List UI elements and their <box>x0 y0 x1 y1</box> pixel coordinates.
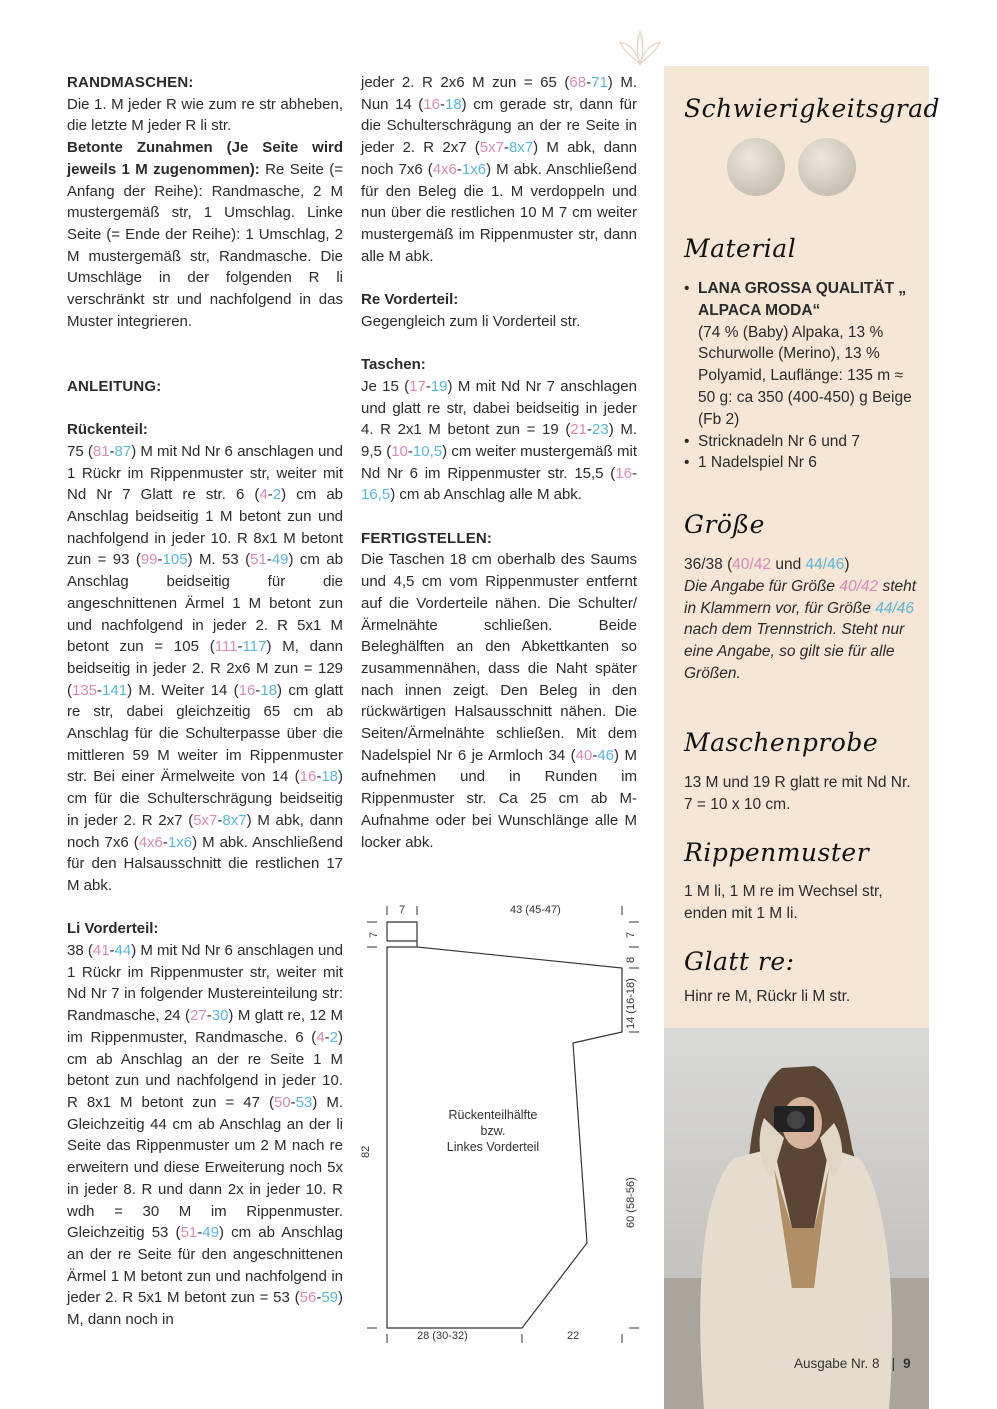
text-run: - <box>237 638 243 656</box>
column-middle <box>361 72 637 853</box>
size-value-large: 2 <box>329 1028 338 1046</box>
text-run: - <box>109 942 115 960</box>
text-run: ) M mit Nd Nr 7 anschlagen und glatt re str, dabei beidseitig in jeder 4. R 2x1 M betont zun = 19 ( <box>361 377 637 439</box>
column-left <box>67 72 343 1331</box>
zunahmen-text: Re Seite (= Anfang der Reihe): Randmasche, 2 M mustergemäß str, 1 Umschlag. Linke Seite (= Ende der Reihe): 1 Umschlag, 2 M mustergemäß str, Randmasche. Die Umschläge in der folgenden R li verschränkt str und nachfolgend in das Muster integrieren. <box>67 160 344 330</box>
size-value-mid: 21 <box>570 421 588 439</box>
text-run: ) M. 9,5 ( <box>361 421 637 460</box>
material-heading: Material <box>684 234 797 263</box>
rueckenteil-text <box>67 441 343 897</box>
material-item-needles: • Stricknadeln Nr 6 und 7 <box>684 431 920 453</box>
text-run: - <box>162 833 168 851</box>
text-run: - <box>267 486 273 504</box>
size-value-large: 105 <box>162 551 188 569</box>
text-run: ) cm für die Schulterschrägung beidseitig in jeder 2. R 2x7 ( <box>67 768 343 829</box>
text-run: ) M abk. Anschließend für den Halsausschnitt die restlichen 17 M abk. <box>67 833 344 894</box>
size-and: und <box>771 556 806 573</box>
info-sidebar <box>664 66 941 1028</box>
text-run: ) cm ab Anschlag beidseitig für die angeschnittenen Ärmel 1 M betont zun und nachfolgend in jeder 2. R 5x1 M betont zun = 105 ( <box>67 551 343 656</box>
size-value-large: 18 <box>321 768 338 786</box>
taschen-heading: Taschen: <box>361 356 426 374</box>
size-value-large: 8x7 <box>222 811 247 829</box>
size-value-mid: 4x6 <box>432 160 457 178</box>
glatt-re-heading: Glatt re: <box>684 947 795 976</box>
size-value-large: 30 <box>211 1007 229 1025</box>
size-value-large: 49 <box>271 551 289 569</box>
size-value-large: 141 <box>102 681 128 699</box>
model-photo <box>664 1028 929 1409</box>
size-value-mid: 51 <box>180 1224 198 1242</box>
livorderteil-continued <box>361 72 637 267</box>
page-number: 9 <box>903 1356 911 1371</box>
text-run: Die Taschen 18 cm oberhalb des Saums und 4,5 cm vom Rippenmuster entfernt auf die Vorderteile nähen. Die Schulter/Ärmelnähte schließen. Beide Beleghälften an den Abkettkanten so zusammennähen, dass die Naht später nach innen zeigt. Den Beleg in den rückwärtigen Halsausschnitt nähen. Die Seiten/Ärmelnähte schließen. Mit dem Nadelspiel Nr 6 je Armloch 34 ( <box>361 551 637 764</box>
zunahmen-label: Betonte Zunahmen (Je Seite wird jeweils 1 M zugenommen): <box>67 139 343 178</box>
size-close: ) <box>844 556 850 573</box>
size-value-large: 71 <box>591 74 608 91</box>
text-run: - <box>197 1224 203 1242</box>
diagram-label-3: Linkes Vorderteil <box>446 1140 540 1154</box>
text-run: ) cm ab Anschlag an der re Seite 1 M betont zun und nachfolgend in jeder 10. R 8x1 M betont zun = 47 ( <box>67 1028 343 1111</box>
text-run: - <box>290 1093 296 1111</box>
text-run: ) M, dann beidseitig in jeder 2. R 2x6 M zun = 129 ( <box>67 638 343 699</box>
dim-left-main: 82 <box>360 1145 372 1158</box>
material-brand: LANA GROSSA QUALITÄT „ ALPACA MODA“ <box>698 280 907 319</box>
text-run: - <box>456 160 462 178</box>
size-value-large: 18 <box>444 95 462 113</box>
text-run: - <box>255 681 261 699</box>
size-value-mid: 99 <box>140 551 158 569</box>
text-run: ) M abk, dann noch 7x6 ( <box>67 811 344 851</box>
size-value-large: 49 <box>202 1224 219 1242</box>
size-value-mid: 135 <box>72 681 98 699</box>
size-value-large: 23 <box>592 421 609 439</box>
size-value-mid: 111 <box>214 638 238 656</box>
dim-right-14: 14 (16-18) <box>625 978 637 1029</box>
size-value-large: 1x6 <box>461 160 487 178</box>
text-run: - <box>316 768 322 786</box>
size-value-large: 2 <box>272 486 282 504</box>
maschenprobe-text: 13 M und 19 R glatt re mit Nd Nr. 7 = 10 x 10 cm. <box>684 774 911 813</box>
size-large: 44/46 <box>805 556 845 573</box>
rueckenteil-heading: Rückenteil: <box>67 421 148 439</box>
livorderteil-heading: Li Vorderteil: <box>67 920 159 938</box>
size-value-mid: 4 <box>259 486 268 504</box>
text-run: - <box>324 1028 330 1046</box>
dim-bottom-right: 22 <box>567 1330 580 1342</box>
dim-right-top: 7 <box>625 931 637 938</box>
size-value-large: 87 <box>114 442 132 460</box>
text-run: ) M, dann noch in <box>67 1289 343 1329</box>
footer-separator: | <box>891 1356 896 1371</box>
text-run: ) M. Nun 14 ( <box>361 74 638 113</box>
text-run: - <box>632 464 637 482</box>
size-value-mid: 56 <box>299 1289 317 1307</box>
text-run: jeder 2. R 2x6 M zun = 65 ( <box>361 74 570 91</box>
dim-top-right: 43 (45-47) <box>510 904 561 916</box>
material-item-dpn: • 1 Nadelspiel Nr 6 <box>684 452 920 474</box>
text-run: ) cm gerade str, dann für die Schulterschrägung an der re Seite in jeder 2. R 2x7 ( <box>361 95 637 157</box>
text-run: ) M aufnehmen und in Runden im Rippenmuster str. Ca 25 cm ab M-Aufnahme oder bei Wunschlänge alle M locker abk. <box>361 746 637 851</box>
text-run: ) cm glatt re str, dabei gleichzeitig 65 cm ab Anschlag für die Schulterpasse über die mittleren 59 M weiter im Rippenmuster str. Bei einer Ärmelweite von 14 ( <box>67 681 343 786</box>
text-run: - <box>316 1289 322 1307</box>
text-run: ) M glatt re, 12 M im Rippenmuster, Randmasche. 6 ( <box>67 1007 343 1046</box>
schematic-diagram <box>355 893 645 1348</box>
livorderteil-text <box>67 940 343 1331</box>
size-mid: 40/42 <box>732 556 772 573</box>
size-value-large: 1x6 <box>167 833 193 851</box>
text-run: - <box>503 139 509 157</box>
taschen-text <box>361 376 637 506</box>
anleitung-heading: ANLEITUNG: <box>67 377 162 395</box>
diagram-label-2: bzw. <box>480 1124 506 1138</box>
size-value-mid: 4 <box>316 1028 325 1046</box>
text-run: ) cm ab Anschlag beidseitig 1 M betont zun und nachfolgend in jeder 10. R 8x1 M betont zun = 93 ( <box>67 486 344 569</box>
dim-right-60: 60 (58-56) <box>625 1177 637 1228</box>
size-value-mid: 51 <box>250 551 267 569</box>
size-value-mid: 10 <box>391 442 408 460</box>
text-run: - <box>266 551 272 569</box>
text-run: - <box>587 421 593 439</box>
dim-bottom-left: 28 (30-32) <box>417 1330 468 1342</box>
text-run: - <box>586 74 592 91</box>
maschenprobe-heading: Maschenprobe <box>684 728 879 757</box>
text-run: - <box>592 746 598 764</box>
size-value-mid: 50 <box>273 1093 291 1111</box>
size-value-mid: 17 <box>409 377 426 395</box>
difficulty-yarn-ball-1 <box>727 138 785 196</box>
size-value-mid: 68 <box>569 74 587 91</box>
text-run: - <box>407 442 413 460</box>
groesse-heading: Größe <box>684 510 765 539</box>
randmaschen-heading: RANDMASCHEN: <box>67 74 194 91</box>
size-value-mid: 27 <box>190 1007 207 1025</box>
size-value-large: 19 <box>430 377 448 395</box>
size-value-large: 117 <box>242 638 267 656</box>
leaf-ornament-icon <box>617 30 663 68</box>
size-value-mid: 16 <box>615 464 632 482</box>
text-run: ) M abk. Anschließend für den Beleg die 1. M verdoppeln und nun über die restlichen 10 M 7 cm weiter mustergemäß im Rippenmuster str, dann alle M abk. <box>361 160 638 265</box>
difficulty-yarn-ball-2 <box>798 138 856 196</box>
text-run: - <box>97 681 103 699</box>
fertigstellen-text <box>361 549 637 853</box>
size-value-mid: 5x7 <box>193 811 218 829</box>
size-value-mid: 40 <box>575 746 593 764</box>
issue-label: Ausgabe Nr. 8 <box>794 1356 880 1371</box>
size-note: Die Angabe für Größe 40/42 steht in Klammern vor, für Größe 44/46 nach dem Trennstrich. Steht nur eine Angabe, so gilt sie für alle Größen. <box>684 577 917 682</box>
size-value-mid: 16 <box>423 95 440 113</box>
size-value-large: 53 <box>295 1093 313 1111</box>
size-value-mid: 16 <box>238 681 256 699</box>
material-detail: (74 % (Baby) Alpaka, 13 % Schurwolle (Merino), 13 % Polyamid, Lauflänge: 135 m ≈ 50 g: ca 350 (400-450) g Beige (Fb 2) <box>698 323 912 428</box>
size-value-large: 59 <box>321 1289 338 1307</box>
size-value-large: 46 <box>597 746 615 764</box>
fertigstellen-heading: FERTIGSTELLEN: <box>361 529 493 547</box>
size-value-large: 44 <box>114 942 132 960</box>
text-run: ) M. Gleichzeitig 44 cm ab Anschlag an der li Seite das Rippenmuster um 2 M nach re erweitern und diese Erweiterung noch 5x in jeder 8. R und dann 2x in jeder 10. R wdh = 30 M im Rippenmuster. Gleichzeitig 53 ( <box>67 1093 344 1242</box>
size-value-mid: 5x7 <box>479 139 504 157</box>
text-run: - <box>425 377 431 395</box>
size-value-large: 16,5 <box>361 486 391 504</box>
groesse-text <box>684 554 920 685</box>
dim-right-8: 8 <box>625 956 637 963</box>
size-value-mid: 81 <box>92 442 110 460</box>
size-value-mid: 4x6 <box>138 833 163 851</box>
text-run: ) M mit Nd Nr 6 anschlagen und 1 Rückr im Rippenmuster str, weiter mit Nd Nr 7 in folgender Mustereinteilung str: Randmasche, 24 ( <box>67 942 343 1025</box>
text-run: 38 ( <box>67 942 93 960</box>
text-run: ) cm ab Anschlag an der re Seite für den angeschnittenen Ärmel 1 M betont zun und nachfolgend in jeder 2. R 5x1 M betont zun = 53 ( <box>67 1224 343 1307</box>
text-run: - <box>206 1007 212 1025</box>
zunahmen-paragraph <box>67 137 343 332</box>
text-run: Je 15 ( <box>361 377 410 395</box>
revorderteil-text: Gegengleich zum li Vorderteil str. <box>361 312 581 330</box>
rippenmuster-text: 1 M li, 1 M re im Wechsel str, enden mit 1 M li. <box>684 883 883 922</box>
text-run: ) M. Weiter 14 ( <box>127 681 239 699</box>
text-run: - <box>109 442 115 460</box>
size-value-mid: 41 <box>92 942 110 960</box>
size-value-large: 8x7 <box>508 139 534 157</box>
text-run: - <box>439 95 445 113</box>
size-base: 36/38 ( <box>684 556 733 573</box>
text-run: - <box>217 811 223 829</box>
schwierigkeit-heading: Schwierigkeitsgrad <box>684 94 941 123</box>
size-value-large: 10,5 <box>412 442 443 460</box>
size-value-large: 18 <box>260 681 278 699</box>
text-run: - <box>157 551 163 569</box>
text-run: ) M. 53 ( <box>187 551 251 569</box>
dim-top-left: 7 <box>399 904 406 916</box>
rippenmuster-heading: Rippenmuster <box>684 838 870 867</box>
material-item-yarn <box>684 278 920 431</box>
text-run: ) M abk, dann noch 7x6 ( <box>361 139 638 178</box>
text-run: ) cm weiter mustergemäß mit Nd Nr 6 im Rippenmuster str. 15,5 ( <box>361 442 638 482</box>
revorderteil-heading: Re Vorderteil: <box>361 291 459 309</box>
diagram-label-1: Rückenteilhälfte <box>448 1108 538 1122</box>
page-footer <box>794 1356 911 1371</box>
size-value-mid: 16 <box>299 768 317 786</box>
dim-left-top: 7 <box>368 931 380 938</box>
text-run: ) cm ab Anschlag alle M abk. <box>390 486 582 504</box>
text-run: ) M mit Nd Nr 6 anschlagen und 1 Rückr im Rippenmuster str, weiter mit Nd Nr 7 Glatt re str. 6 ( <box>67 442 343 504</box>
text-run: 75 ( <box>67 442 93 460</box>
randmaschen-text: Die 1. M jeder R wie zum re str abheben, die letzte M jeder R li str. <box>67 95 343 135</box>
material-list <box>684 278 920 474</box>
glatt-re-text: Hinr re M, Rückr li M str. <box>684 988 851 1005</box>
